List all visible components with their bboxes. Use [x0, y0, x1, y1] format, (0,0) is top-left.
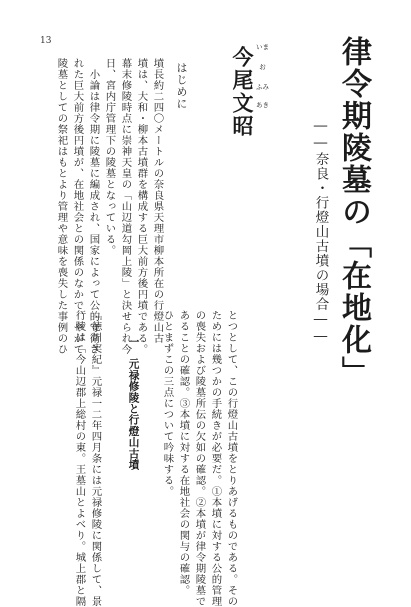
- page-number: 13: [40, 36, 52, 46]
- body-line: 陵墓としての祭祀はもとより管理や意味を喪失した事例のひ: [55, 58, 68, 355]
- body-line: れた巨大前方後円墳が、在地社会との関係のなかで、やがて: [71, 58, 84, 355]
- body-line: 行陵は「今山辺郡上総村の東。王墓山とよべり。城上郡と隔: [73, 310, 86, 607]
- body-line: 墳は、大和・柳本古墳群を構成する巨大前方後円墳である。: [135, 58, 148, 355]
- article-title: 律令期陵墓の「在地化」: [336, 36, 371, 388]
- body-line: 幕末修陵時点に崇神天皇の「山辺道勾岡上陵」と決せられ今: [119, 58, 132, 355]
- article-subtitle: ――奈良・行燈山古墳の場合――: [312, 118, 329, 346]
- body-line: ひとまずこの三点について吟味する。: [161, 310, 174, 497]
- body-line: あることの確認。③本墳に対する在地社会の関与の確認。: [177, 310, 190, 596]
- intro-heading: はじめに: [175, 62, 188, 110]
- ruby-fumi: ふみ: [256, 83, 269, 91]
- body-line: とつとして、この行燈山古墳をとりあげるものである。その: [225, 310, 238, 607]
- ruby-ima: いま: [256, 43, 269, 51]
- author-ruby: [256, 44, 269, 114]
- section-heading: 一 元禄修陵と行燈山古墳: [127, 336, 140, 471]
- body-line: 小論は律令期に陵墓に編成され、国家によって公的守衛さ: [87, 69, 100, 355]
- body-line: 『徳川実紀』元禄一二年四月条には元禄修陵に関係して、景: [89, 310, 102, 607]
- body-line: の喪失および陵墓所伝の欠如の確認。②本墳が律令期陵墓で: [193, 310, 206, 607]
- author-name: 今尾文昭: [230, 46, 255, 138]
- ruby-o: お: [259, 63, 266, 71]
- ruby-aki: あき: [256, 101, 269, 109]
- body-line: ためには幾つかの手続きが必要だ。①本墳に対する公的管理: [209, 310, 222, 607]
- body-line: 日、宮内庁管理下の陵墓となっている。: [103, 58, 116, 256]
- body-line: 墳長約二四〇メートルの奈良県天理市柳本所在の行燈山古: [151, 58, 164, 344]
